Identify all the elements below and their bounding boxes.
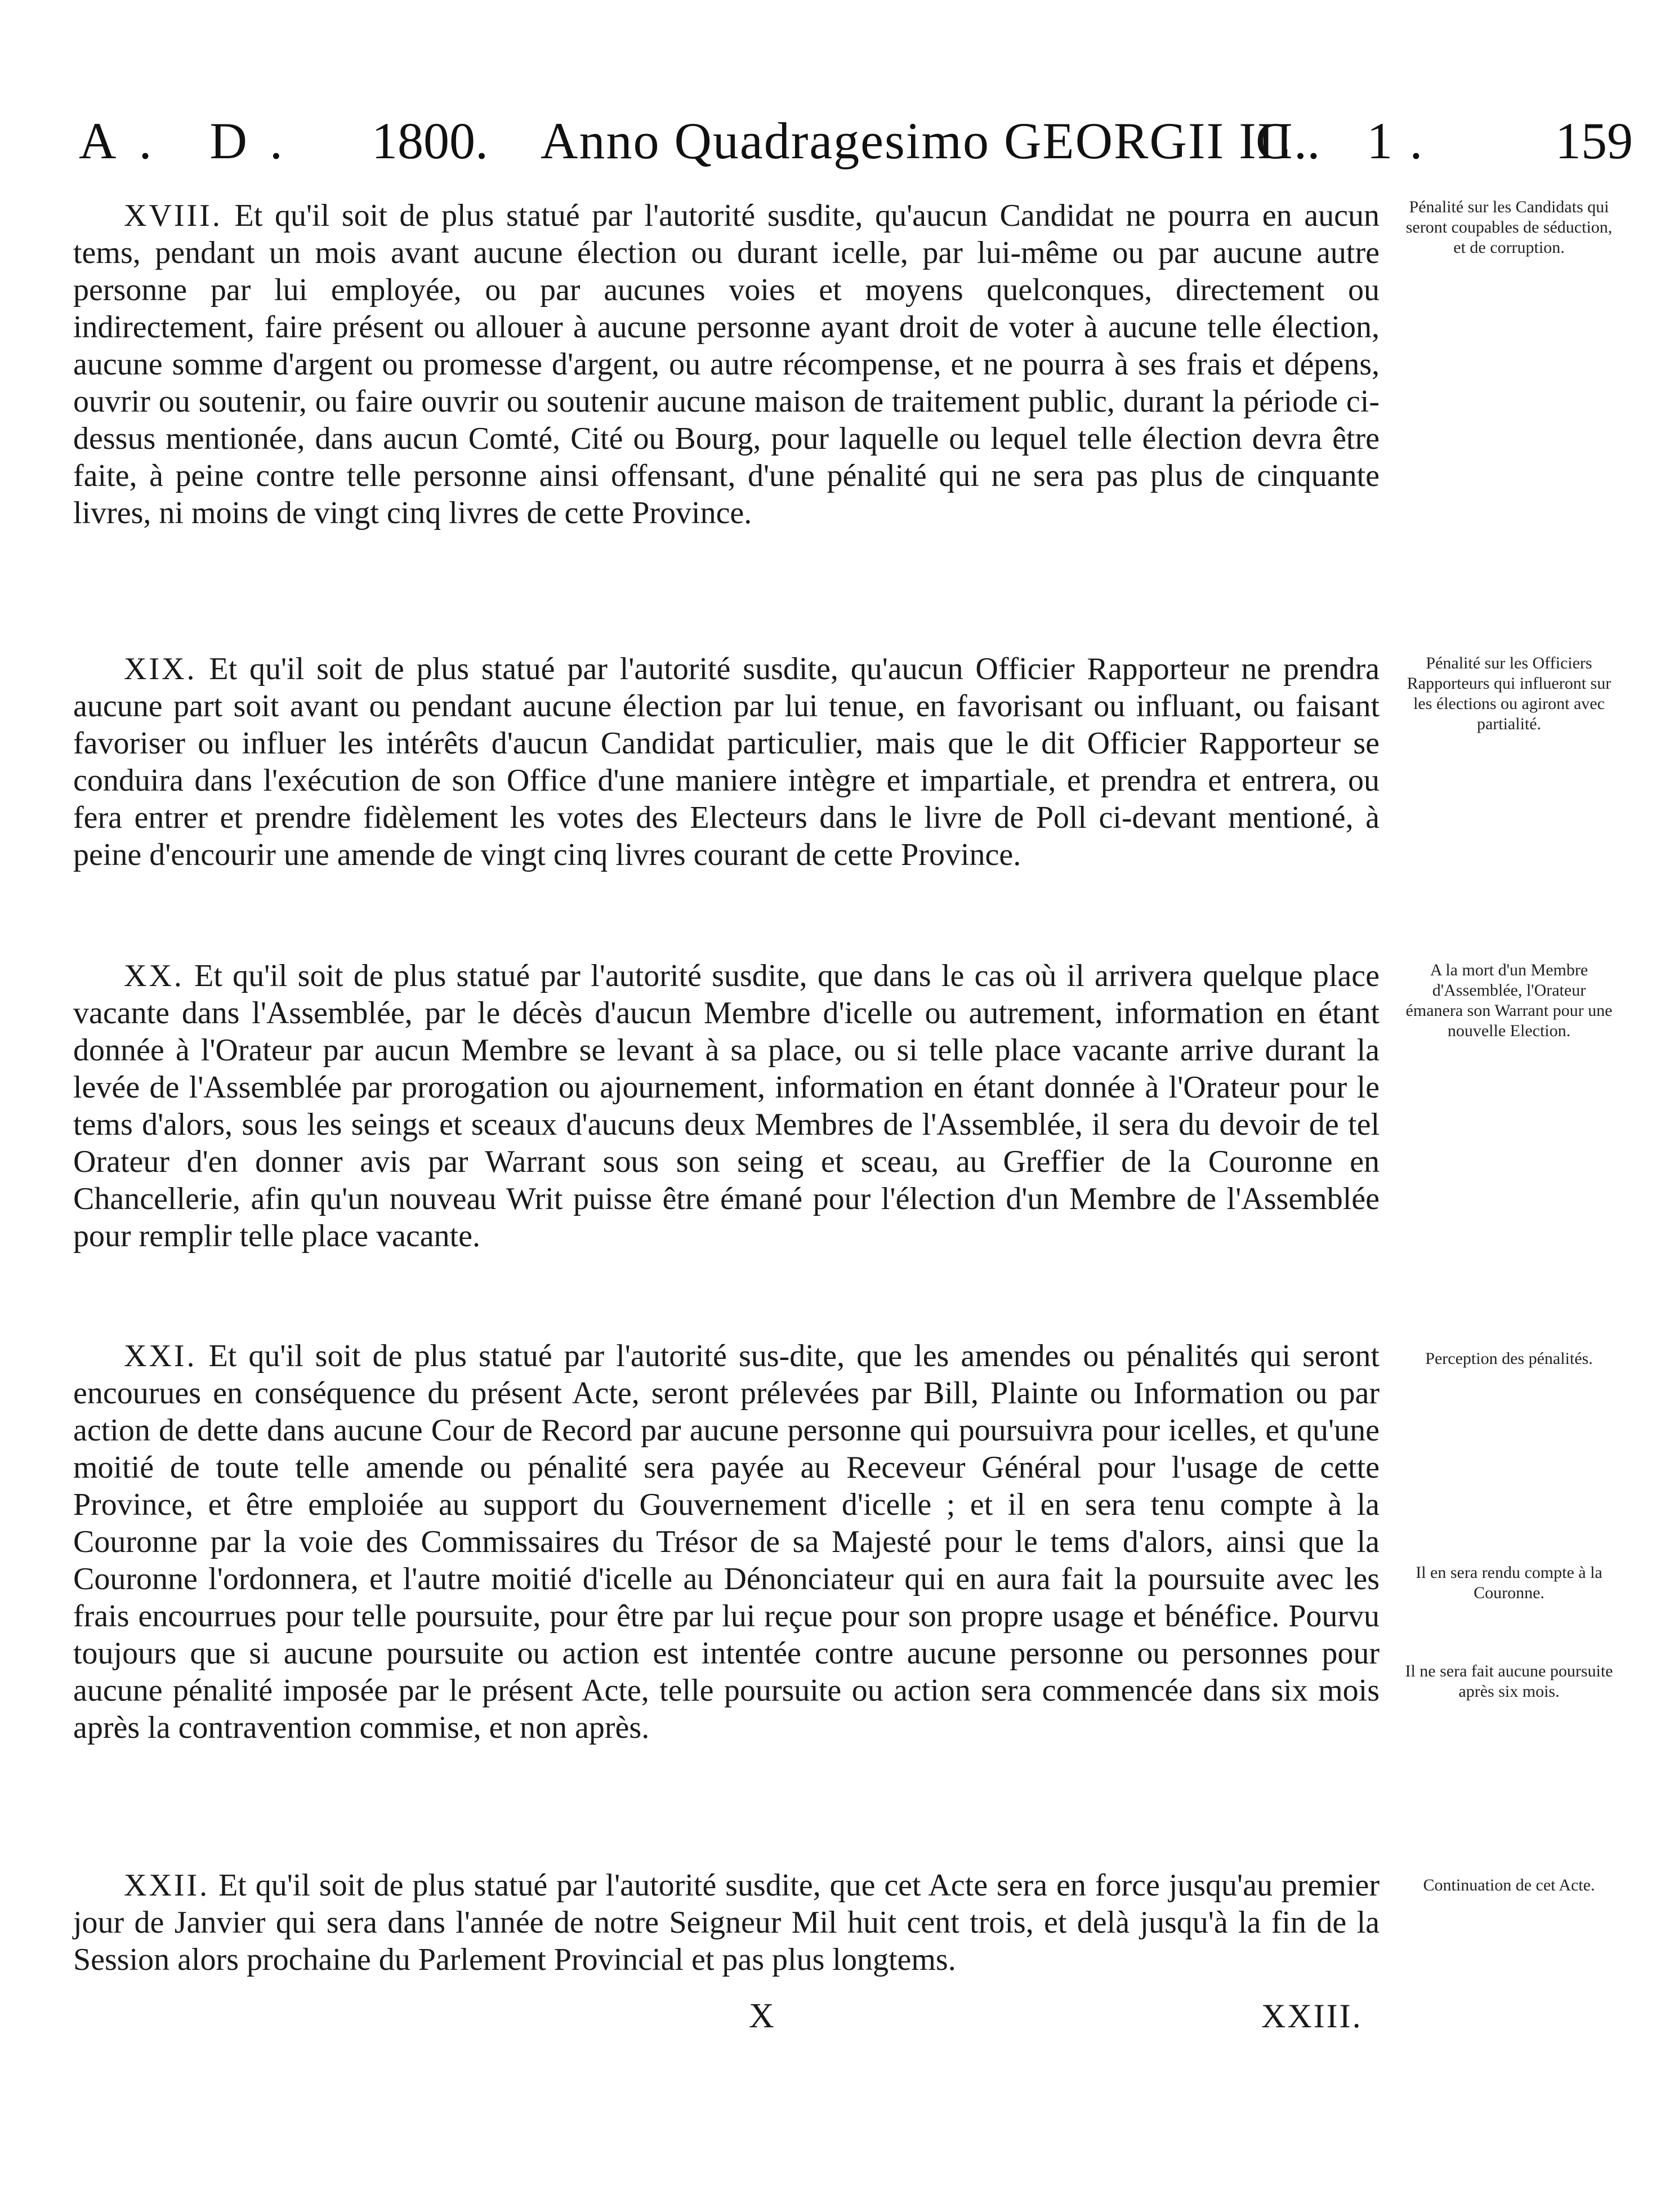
margin-note: A la mort d'un Membre d'Assemblée, l'Orateur émanera son Warrant pour une nouvelle Election.	[1405, 961, 1613, 1040]
margin-note: Il en sera rendu compte à la Couronne.	[1416, 1563, 1602, 1602]
running-head	[79, 101, 1633, 180]
margin-note: Pénalité sur les Officiers Rapporteurs qui influeront sur les élections ou agiront avec partialité.	[1407, 654, 1612, 733]
section-text: Et qu'il soit de plus statué par l'autorité susdite, qu'aucun Candidat ne pourra en aucun tems, pendant un mois avant aucune élection ou durant icelle, par lui-même ou par aucune autre personne par lui employée, ou par aucunes voies et moyens quelconques, directement ou indirectement, faire présent ou allouer à aucune personne ayant droit de voter à aucune telle élection, aucune somme d'argent ou promesse d'argent, ou autre récompense, et ne pourra à ses frais et dépens, ouvrir ou soutenir, ou faire ouvrir ou soutenir aucune maison de traitement public, durant la période ci-dessus mentionée, dans aucun Comté, Cité ou Bourg, pour laquelle ou lequel telle élection devra être faite, à peine contre telle personne ainsi offensant, d'une pénalité qui ne sera pas plus de cinquante livres, ni moins de vingt cinq livres de cette Province.	[73, 198, 1380, 530]
section-number: XX.	[124, 958, 184, 993]
section-number: XIX.	[124, 652, 197, 686]
section-text: Et qu'il soit de plus statué par l'autorité susdite, que cet Acte sera en force jusqu'au premier jour de Janvier qui sera dans l'année de notre Seigneur Mil huit cent trois, et delà jusqu'à la fin de la Session alors prochaine du Parlement Provincial et pas plus longtems.	[73, 1868, 1380, 1977]
section-text: Et qu'il soit de plus statué par l'autorité susdite, qu'aucun Officier Rapporteur ne prendra aucune part soit avant ou pendant aucune élection par lui tenue, en favorisant ou influant, ou faisant favoriser ou influer les intérêts d'aucun Candidat particulier, mais que le dit Officier Rapporteur se conduira dans l'exécution de son Office d'une maniere intègre et impartiale, et prendra et entrera, ou fera entrer et prendre fidèlement les votes des Electeurs dans le livre de Poll ci-devant mentioné, à peine d'encourir une amende de vingt cinq livres courant de cette Province.	[73, 652, 1380, 872]
section-xxi	[73, 1337, 1380, 1746]
margin-note: Perception des pénalités.	[1425, 1349, 1593, 1368]
section-xviii	[73, 197, 1380, 532]
section-text: Et qu'il soit de plus statué par l'autorité susdite, que dans le cas où il arrivera quelque place vacante dans l'Assemblée, par le décès d'aucun Membre d'icelle ou autrement, information en étant donnée à l'Orateur par aucun Membre se levant à sa place, ou si telle place vacante arrive durant la levée de l'Assemblée par prorogation ou ajournement, information en étant donnée à l'Orateur pour le tems d'alors, sous les seings et sceaux d'aucuns deux Membres de l'Assemblée, il sera du devoir de tel Orateur d'en donner avis par Warrant sous son seing et sceau, au Greffier de la Couronne en Chancellerie, afin qu'un nouveau Writ puisse être émané pour l'élection d'un Membre de l'Assemblée pour remplir telle place vacante.	[73, 958, 1380, 1254]
margin-note: Continuation de cet Acte.	[1423, 1876, 1595, 1894]
catchword: XXIII.	[1261, 1997, 1363, 2035]
section-xxii	[73, 1867, 1380, 1978]
header-chapter: C. 1.	[1256, 112, 1440, 170]
margin-note: Il ne sera fait aucune poursuite après six mois.	[1405, 1662, 1613, 1701]
header-ad: A. D.	[79, 112, 305, 170]
header-title: Anno Quadragesimo GEORGII III.	[541, 112, 1309, 170]
section-number: XXI.	[124, 1339, 197, 1373]
section-number: XVIII.	[124, 198, 222, 233]
margin-note: Pénalité sur les Candidats qui seront coupables de séduction, et de corruption.	[1405, 198, 1613, 257]
signature-mark: X	[749, 1997, 774, 2035]
page-number: 159	[1555, 112, 1633, 170]
section-xx	[73, 957, 1380, 1255]
section-number: XXII.	[124, 1868, 210, 1903]
section-xix	[73, 650, 1380, 873]
header-year: 1800.	[372, 112, 488, 170]
section-text: Et qu'il soit de plus statué par l'autorité sus-dite, que les amendes ou pénalités qui seront encourues en conséquence du présent Acte, seront prélevées par Bill, Plainte ou Information ou par action de dette dans aucune Cour de Record par aucune personne qui poursuivra pour icelles, et qu'une moitié de toute telle amende ou pénalité sera payée au Receveur Général pour l'usage de cette Province, et être emploiée au support du Gouvernement d'icelle ; et il en sera tenu compte à la Couronne par la voie des Commissaires du Trésor de sa Majesté pour le tems d'alors, ainsi que la Couronne l'ordonnera, et l'autre moitié d'icelle au Dénonciateur qui en aura fait la poursuite avec les frais encourrues pour telle poursuite, pour être par lui reçue pour son propre usage et bénéfice. Pourvu toujours que si aucune poursuite ou action est intentée contre aucune personne ou personnes pour aucune pénalité imposée par le présent Acte, telle poursuite ou action sera commencée dans six mois après la contravention commise, et non après.	[73, 1339, 1380, 1745]
